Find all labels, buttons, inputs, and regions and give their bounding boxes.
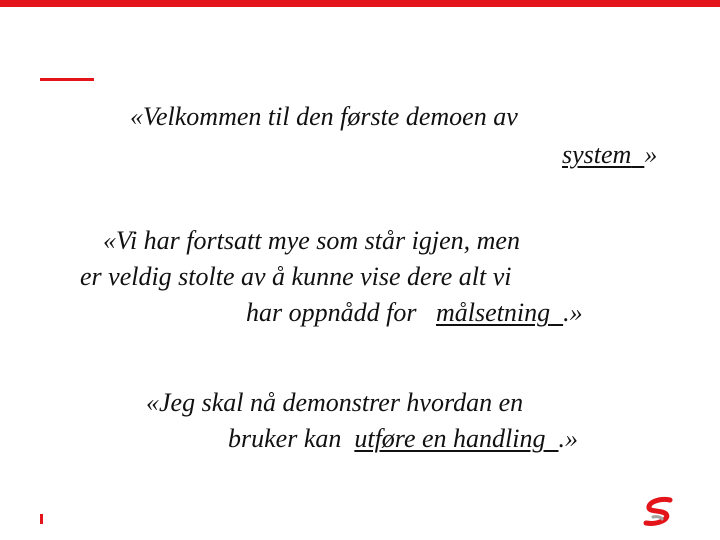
quote-progress-line2: er veldig stolte av å kunne vise dere alt vi: [80, 262, 512, 291]
quote-welcome-line2: system »: [562, 140, 658, 169]
quote-welcome: [0, 100, 720, 199]
quote-progress-line1: «Vi har fortsatt mye som står igjen, men: [103, 226, 520, 255]
top-accent-bar: [0, 0, 720, 7]
title-accent-line: [40, 78, 94, 81]
quote-demo-line1: «Jeg skal nå demonstrer hvordan en: [146, 388, 524, 417]
quote-welcome-line1: «Velkommen til den første demoen av: [130, 102, 518, 131]
quote-progress: [0, 224, 720, 356]
placeholder-goal: målsetning: [435, 298, 551, 327]
quote-demo-line2: bruker kan utføre en handling .»: [228, 424, 578, 453]
placeholder-action: utføre en handling: [354, 424, 546, 453]
quote-progress-line3: har oppnådd for målsetning .»: [246, 298, 583, 327]
quote-demo: [0, 386, 720, 485]
footer-accent-mark: [40, 514, 43, 524]
placeholder-system: system: [562, 140, 632, 169]
company-logo-icon: [640, 496, 680, 528]
